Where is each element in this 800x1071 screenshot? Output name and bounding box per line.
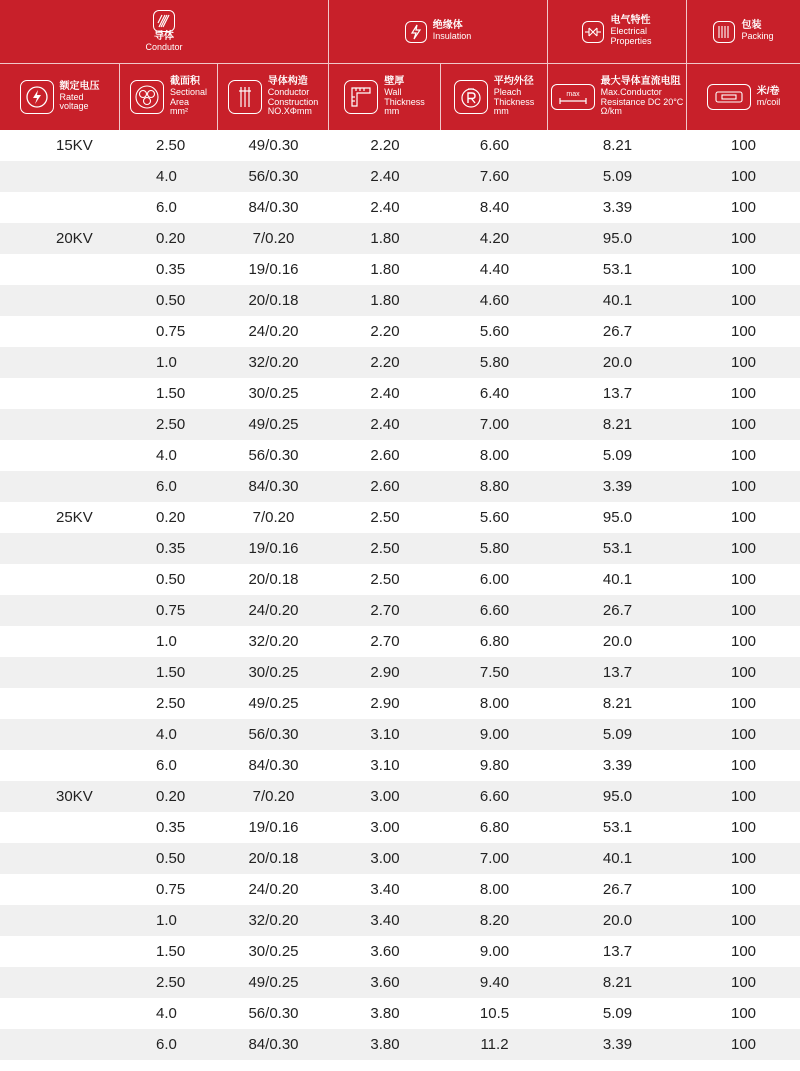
cell-pleach-thickness: 5.60: [479, 323, 510, 340]
cell-pleach-thickness: 9.00: [479, 943, 510, 960]
cell-pleach-thickness: 7.00: [479, 850, 510, 867]
cell-conductor-construction: 56/0.30: [248, 1005, 299, 1022]
cell-wall-thickness: 2.90: [370, 695, 400, 712]
table-row: [0, 223, 800, 254]
cell-pleach-thickness: 6.60: [479, 602, 510, 619]
cell-rated-voltage: 25KV: [56, 509, 93, 526]
cell-conductor-construction: 32/0.20: [248, 354, 299, 371]
cell-conductor-construction: 84/0.30: [248, 1036, 299, 1053]
col-meters-per-coil: [687, 64, 800, 130]
col-sectional-area-cn: 截面积: [169, 76, 200, 88]
cell-sectional-area: 4.0: [156, 447, 177, 464]
cell-meters-per-coil: 100: [730, 1036, 757, 1053]
col-conductor-construction-en3: NO.XΦmm: [267, 106, 312, 117]
cell-meters-per-coil: 100: [730, 819, 757, 836]
cell-conductor-construction: 49/0.25: [248, 695, 299, 712]
cell-sectional-area: 0.35: [156, 261, 186, 278]
cell-conductor-construction: 49/0.30: [248, 137, 299, 154]
cell-conductor-construction: 32/0.20: [248, 912, 299, 929]
table-row: [0, 130, 800, 161]
col-sectional-area-en2: Area: [169, 96, 189, 107]
cell-sectional-area: 2.50: [156, 416, 186, 433]
cell-max-resistance: 3.39: [602, 199, 633, 216]
table-row: [0, 905, 800, 936]
lightning-in-box-icon: [405, 21, 427, 43]
cell-wall-thickness: 1.80: [370, 230, 400, 247]
col-pleach-thickness-en3: mm: [493, 106, 509, 117]
col-wall-thickness-en2: Thickness: [384, 96, 425, 107]
cell-meters-per-coil: 100: [730, 261, 757, 278]
cell-wall-thickness: 2.50: [370, 571, 400, 588]
cell-meters-per-coil: 100: [730, 602, 757, 619]
col-max-resistance-en2: Resistance DC 20°C: [600, 96, 684, 107]
cell-pleach-thickness: 4.60: [479, 292, 510, 309]
cell-rated-voltage: 15KV: [56, 137, 93, 154]
cell-pleach-thickness: 5.60: [479, 509, 510, 526]
cell-meters-per-coil: 100: [730, 292, 757, 309]
cell-sectional-area: 0.50: [156, 571, 186, 588]
col-conductor-construction-cn: 导体构造: [267, 76, 308, 88]
cell-meters-per-coil: 100: [730, 509, 757, 526]
col-rated-voltage: [0, 64, 120, 130]
table-row: [0, 657, 800, 688]
col-sectional-area-en3: mm²: [169, 106, 188, 117]
cell-wall-thickness: 3.80: [370, 1036, 400, 1053]
cell-wall-thickness: 2.70: [370, 602, 400, 619]
col-meters-per-coil-en1: m/coil: [756, 96, 781, 107]
cell-conductor-construction: 20/0.18: [248, 850, 299, 867]
cell-max-resistance: 26.7: [602, 323, 633, 340]
col-pleach-thickness-en2: Thickness: [493, 96, 535, 107]
cell-meters-per-coil: 100: [730, 726, 757, 743]
cell-sectional-area: 1.0: [156, 354, 177, 371]
cell-pleach-thickness: 9.80: [479, 757, 510, 774]
cell-wall-thickness: 2.50: [370, 509, 400, 526]
cell-sectional-area: 4.0: [156, 1005, 177, 1022]
col-max-resistance-en1: Max.Conductor: [600, 86, 662, 97]
table-row: [0, 409, 800, 440]
cell-wall-thickness: 3.60: [370, 974, 400, 991]
cell-sectional-area: 1.0: [156, 912, 177, 929]
cell-max-resistance: 5.09: [602, 726, 633, 743]
cell-conductor-construction: 84/0.30: [248, 478, 299, 495]
group-conductor-en: Condutor: [145, 42, 183, 53]
cell-conductor-construction: 56/0.30: [248, 447, 299, 464]
cell-meters-per-coil: 100: [730, 788, 757, 805]
cell-max-resistance: 8.21: [602, 974, 633, 991]
table-header: [0, 0, 800, 130]
cell-sectional-area: 0.35: [156, 540, 186, 557]
table-row: [0, 936, 800, 967]
cell-meters-per-coil: 100: [730, 881, 757, 898]
col-conductor-construction-en2: Construction: [267, 96, 319, 107]
cell-wall-thickness: 2.70: [370, 633, 400, 650]
cell-sectional-area: 4.0: [156, 168, 177, 185]
table-row: [0, 285, 800, 316]
cell-max-resistance: 20.0: [602, 912, 633, 929]
cell-pleach-thickness: 8.40: [479, 199, 510, 216]
cell-meters-per-coil: 100: [730, 416, 757, 433]
cell-wall-thickness: 3.40: [370, 912, 400, 929]
cell-conductor-construction: 84/0.30: [248, 199, 299, 216]
cell-conductor-construction: 56/0.30: [248, 168, 299, 185]
cell-pleach-thickness: 6.00: [479, 571, 510, 588]
cell-meters-per-coil: 100: [730, 540, 757, 557]
cell-conductor-construction: 24/0.20: [248, 602, 299, 619]
col-rated-voltage-en2: voltage: [59, 101, 89, 112]
cable-cross-section-icon: [130, 80, 164, 114]
table-row: [0, 254, 800, 285]
cell-max-resistance: 26.7: [602, 602, 633, 619]
col-conductor-construction: [218, 64, 329, 130]
cell-sectional-area: 0.50: [156, 292, 186, 309]
cell-conductor-construction: 30/0.25: [248, 664, 299, 681]
table-body: [0, 130, 800, 1060]
cell-meters-per-coil: 100: [730, 664, 757, 681]
table-row: [0, 1029, 800, 1060]
cable-coil-icon: [713, 21, 735, 43]
cell-rated-voltage: 30KV: [56, 788, 93, 805]
col-meters-per-coil-cn: 米/卷: [756, 85, 780, 97]
col-conductor-construction-en1: Conductor: [267, 86, 310, 97]
cell-conductor-construction: 49/0.25: [248, 974, 299, 991]
cell-sectional-area: 2.50: [156, 137, 186, 154]
col-pleach-thickness-en1: Pleach: [493, 86, 522, 97]
cell-sectional-area: 6.0: [156, 199, 177, 216]
table-row: [0, 378, 800, 409]
group-insulation-cn: 绝缘体: [432, 20, 463, 32]
cell-max-resistance: 95.0: [602, 788, 633, 805]
table-row: [0, 967, 800, 998]
cell-meters-per-coil: 100: [730, 447, 757, 464]
cell-max-resistance: 26.7: [602, 881, 633, 898]
cell-sectional-area: 0.35: [156, 819, 186, 836]
cell-conductor-construction: 84/0.30: [248, 757, 299, 774]
cell-meters-per-coil: 100: [730, 695, 757, 712]
cell-max-resistance: 95.0: [602, 230, 633, 247]
table-row: [0, 192, 800, 223]
cell-sectional-area: 2.50: [156, 974, 186, 991]
cell-pleach-thickness: 6.60: [479, 137, 510, 154]
cell-wall-thickness: 2.20: [370, 354, 400, 371]
cell-pleach-thickness: 8.00: [479, 695, 510, 712]
r-circle-icon: [454, 80, 488, 114]
cell-pleach-thickness: 6.80: [479, 633, 510, 650]
cell-meters-per-coil: 100: [730, 354, 757, 371]
tape-measure-icon: [707, 84, 751, 110]
ruler-corner-icon: [344, 80, 378, 114]
cell-pleach-thickness: 5.80: [479, 540, 510, 557]
table-row: [0, 998, 800, 1029]
table-row: [0, 533, 800, 564]
group-packing-en: Packing: [741, 31, 774, 42]
col-max-resistance: [548, 64, 687, 130]
cell-pleach-thickness: 8.00: [479, 447, 510, 464]
cell-pleach-thickness: 8.00: [479, 881, 510, 898]
cell-pleach-thickness: 5.80: [479, 354, 510, 371]
cell-meters-per-coil: 100: [730, 385, 757, 402]
cell-wall-thickness: 2.50: [370, 540, 400, 557]
cell-sectional-area: 6.0: [156, 757, 177, 774]
table-row: [0, 502, 800, 533]
col-max-resistance-cn: 最大导体直流电阻: [600, 76, 681, 88]
cell-wall-thickness: 2.20: [370, 323, 400, 340]
cell-pleach-thickness: 4.20: [479, 230, 510, 247]
col-sectional-area: [120, 64, 218, 130]
cell-sectional-area: 0.20: [156, 509, 186, 526]
cell-max-resistance: 5.09: [602, 447, 633, 464]
cell-wall-thickness: 2.40: [370, 385, 400, 402]
cell-sectional-area: 1.0: [156, 633, 177, 650]
col-wall-thickness: [329, 64, 441, 130]
cell-max-resistance: 53.1: [602, 261, 633, 278]
cell-meters-per-coil: 100: [730, 571, 757, 588]
cell-meters-per-coil: 100: [730, 850, 757, 867]
cell-wall-thickness: 3.10: [370, 726, 400, 743]
table-row: [0, 471, 800, 502]
cell-wall-thickness: 2.60: [370, 478, 400, 495]
table-row: [0, 626, 800, 657]
cell-meters-per-coil: 100: [730, 757, 757, 774]
cell-pleach-thickness: 6.60: [479, 788, 510, 805]
cell-wall-thickness: 2.40: [370, 199, 400, 216]
cell-conductor-construction: 7/0.20: [252, 788, 295, 805]
header-group-row: [0, 0, 800, 64]
cell-sectional-area: 0.50: [156, 850, 186, 867]
cell-meters-per-coil: 100: [730, 230, 757, 247]
cell-wall-thickness: 2.90: [370, 664, 400, 681]
table-row: [0, 564, 800, 595]
group-electrical-cn: 电气特性: [610, 15, 651, 27]
cell-sectional-area: 0.75: [156, 881, 186, 898]
cell-sectional-area: 0.20: [156, 788, 186, 805]
cell-meters-per-coil: 100: [730, 323, 757, 340]
cell-wall-thickness: 2.40: [370, 416, 400, 433]
table-row: [0, 812, 800, 843]
cell-sectional-area: 1.50: [156, 385, 186, 402]
cell-max-resistance: 8.21: [602, 137, 633, 154]
cell-max-resistance: 3.39: [602, 478, 633, 495]
cell-sectional-area: 0.75: [156, 602, 186, 619]
group-packing: [687, 0, 800, 63]
cell-max-resistance: 8.21: [602, 416, 633, 433]
cell-conductor-construction: 49/0.25: [248, 416, 299, 433]
cell-max-resistance: 40.1: [602, 292, 633, 309]
cell-conductor-construction: 20/0.18: [248, 571, 299, 588]
cell-conductor-construction: 7/0.20: [252, 509, 295, 526]
col-rated-voltage-en1: Rated: [59, 91, 84, 102]
cell-pleach-thickness: 9.00: [479, 726, 510, 743]
cell-sectional-area: 0.20: [156, 230, 186, 247]
cell-pleach-thickness: 10.5: [479, 1005, 510, 1022]
cell-conductor-construction: 30/0.25: [248, 943, 299, 960]
cell-sectional-area: 6.0: [156, 478, 177, 495]
cell-conductor-construction: 56/0.30: [248, 726, 299, 743]
cell-max-resistance: 13.7: [602, 385, 633, 402]
cell-pleach-thickness: 6.80: [479, 819, 510, 836]
cell-wall-thickness: 3.00: [370, 850, 400, 867]
col-pleach-thickness: [441, 64, 548, 130]
cell-conductor-construction: 24/0.20: [248, 323, 299, 340]
cell-meters-per-coil: 100: [730, 137, 757, 154]
cell-pleach-thickness: 9.40: [479, 974, 510, 991]
cell-max-resistance: 53.1: [602, 819, 633, 836]
cell-sectional-area: 1.50: [156, 664, 186, 681]
cell-sectional-area: 6.0: [156, 1036, 177, 1053]
cell-sectional-area: 2.50: [156, 695, 186, 712]
group-conductor: [0, 0, 329, 63]
cell-max-resistance: 40.1: [602, 850, 633, 867]
group-electrical: [548, 0, 687, 63]
table-row: [0, 347, 800, 378]
cell-wall-thickness: 2.60: [370, 447, 400, 464]
cell-conductor-construction: 19/0.16: [248, 540, 299, 557]
cell-max-resistance: 5.09: [602, 168, 633, 185]
svg-text:max: max: [566, 91, 580, 98]
cell-pleach-thickness: 7.50: [479, 664, 510, 681]
col-wall-thickness-en3: mm: [384, 106, 400, 117]
col-max-resistance-en3: Ω/km: [600, 106, 622, 117]
cell-conductor-construction: 19/0.16: [248, 819, 299, 836]
cell-max-resistance: 13.7: [602, 943, 633, 960]
group-electrical-en1: Electrical: [610, 26, 647, 37]
cell-wall-thickness: 3.80: [370, 1005, 400, 1022]
cell-pleach-thickness: 4.40: [479, 261, 510, 278]
group-conductor-cn: 导体: [154, 31, 174, 43]
cell-max-resistance: 40.1: [602, 571, 633, 588]
cell-conductor-construction: 7/0.20: [252, 230, 295, 247]
cell-wall-thickness: 2.40: [370, 168, 400, 185]
col-rated-voltage-cn: 额定电压: [59, 80, 100, 92]
cell-conductor-construction: 24/0.20: [248, 881, 299, 898]
cell-sectional-area: 4.0: [156, 726, 177, 743]
col-sectional-area-en1: Sectional: [169, 86, 208, 97]
table-row: [0, 688, 800, 719]
cell-meters-per-coil: 100: [730, 912, 757, 929]
cell-max-resistance: 53.1: [602, 540, 633, 557]
cell-meters-per-coil: 100: [730, 199, 757, 216]
cell-rated-voltage: 20KV: [56, 230, 93, 247]
lightning-circle-icon: [20, 80, 54, 114]
cell-max-resistance: 95.0: [602, 509, 633, 526]
cell-wall-thickness: 3.10: [370, 757, 400, 774]
cell-sectional-area: 1.50: [156, 943, 186, 960]
col-pleach-thickness-cn: 平均外径: [493, 76, 534, 88]
cell-max-resistance: 8.21: [602, 695, 633, 712]
conductor-strand-icon: [228, 80, 262, 114]
cell-conductor-construction: 19/0.16: [248, 261, 299, 278]
header-column-row: [0, 64, 800, 130]
col-wall-thickness-en1: Wall: [384, 86, 402, 97]
cell-meters-per-coil: 100: [730, 478, 757, 495]
cell-max-resistance: 3.39: [602, 1036, 633, 1053]
cell-pleach-thickness: 11.2: [480, 1036, 509, 1053]
table-row: [0, 595, 800, 626]
table-row: [0, 719, 800, 750]
cell-pleach-thickness: 8.20: [479, 912, 510, 929]
cell-max-resistance: 20.0: [602, 633, 633, 650]
cell-conductor-construction: 30/0.25: [248, 385, 299, 402]
cell-wall-thickness: 3.40: [370, 881, 400, 898]
cell-meters-per-coil: 100: [730, 1005, 757, 1022]
table-row: [0, 874, 800, 905]
cell-meters-per-coil: 100: [730, 168, 757, 185]
table-row: [0, 161, 800, 192]
cell-max-resistance: 20.0: [602, 354, 633, 371]
table-row: [0, 750, 800, 781]
cell-wall-thickness: 1.80: [370, 292, 400, 309]
table-row: [0, 440, 800, 471]
cell-wall-thickness: 3.60: [370, 943, 400, 960]
cell-max-resistance: 3.39: [602, 757, 633, 774]
cell-meters-per-coil: 100: [730, 943, 757, 960]
cell-conductor-construction: 32/0.20: [248, 633, 299, 650]
cell-conductor-construction: 20/0.18: [248, 292, 299, 309]
cell-pleach-thickness: 6.40: [479, 385, 510, 402]
cell-meters-per-coil: 100: [730, 974, 757, 991]
table-row: [0, 316, 800, 347]
cell-wall-thickness: 3.00: [370, 788, 400, 805]
cell-meters-per-coil: 100: [730, 633, 757, 650]
cell-pleach-thickness: 7.00: [479, 416, 510, 433]
cell-pleach-thickness: 8.80: [479, 478, 510, 495]
cell-sectional-area: 0.75: [156, 323, 186, 340]
col-wall-thickness-cn: 壁厚: [384, 76, 405, 88]
group-packing-cn: 包装: [741, 20, 762, 32]
group-electrical-en2: Properties: [610, 35, 652, 46]
resistor-icon: [582, 21, 604, 43]
cell-pleach-thickness: 7.60: [479, 168, 510, 185]
cell-wall-thickness: 3.00: [370, 819, 400, 836]
table-row: [0, 781, 800, 812]
cell-max-resistance: 5.09: [602, 1005, 633, 1022]
wire-strands-icon: [153, 10, 175, 32]
max-meter-icon: [551, 84, 595, 110]
cell-wall-thickness: 1.80: [370, 261, 400, 278]
cell-max-resistance: 13.7: [602, 664, 633, 681]
table-row: [0, 843, 800, 874]
group-insulation: [329, 0, 548, 63]
cell-wall-thickness: 2.20: [370, 137, 400, 154]
group-insulation-en: Insulation: [432, 31, 472, 42]
